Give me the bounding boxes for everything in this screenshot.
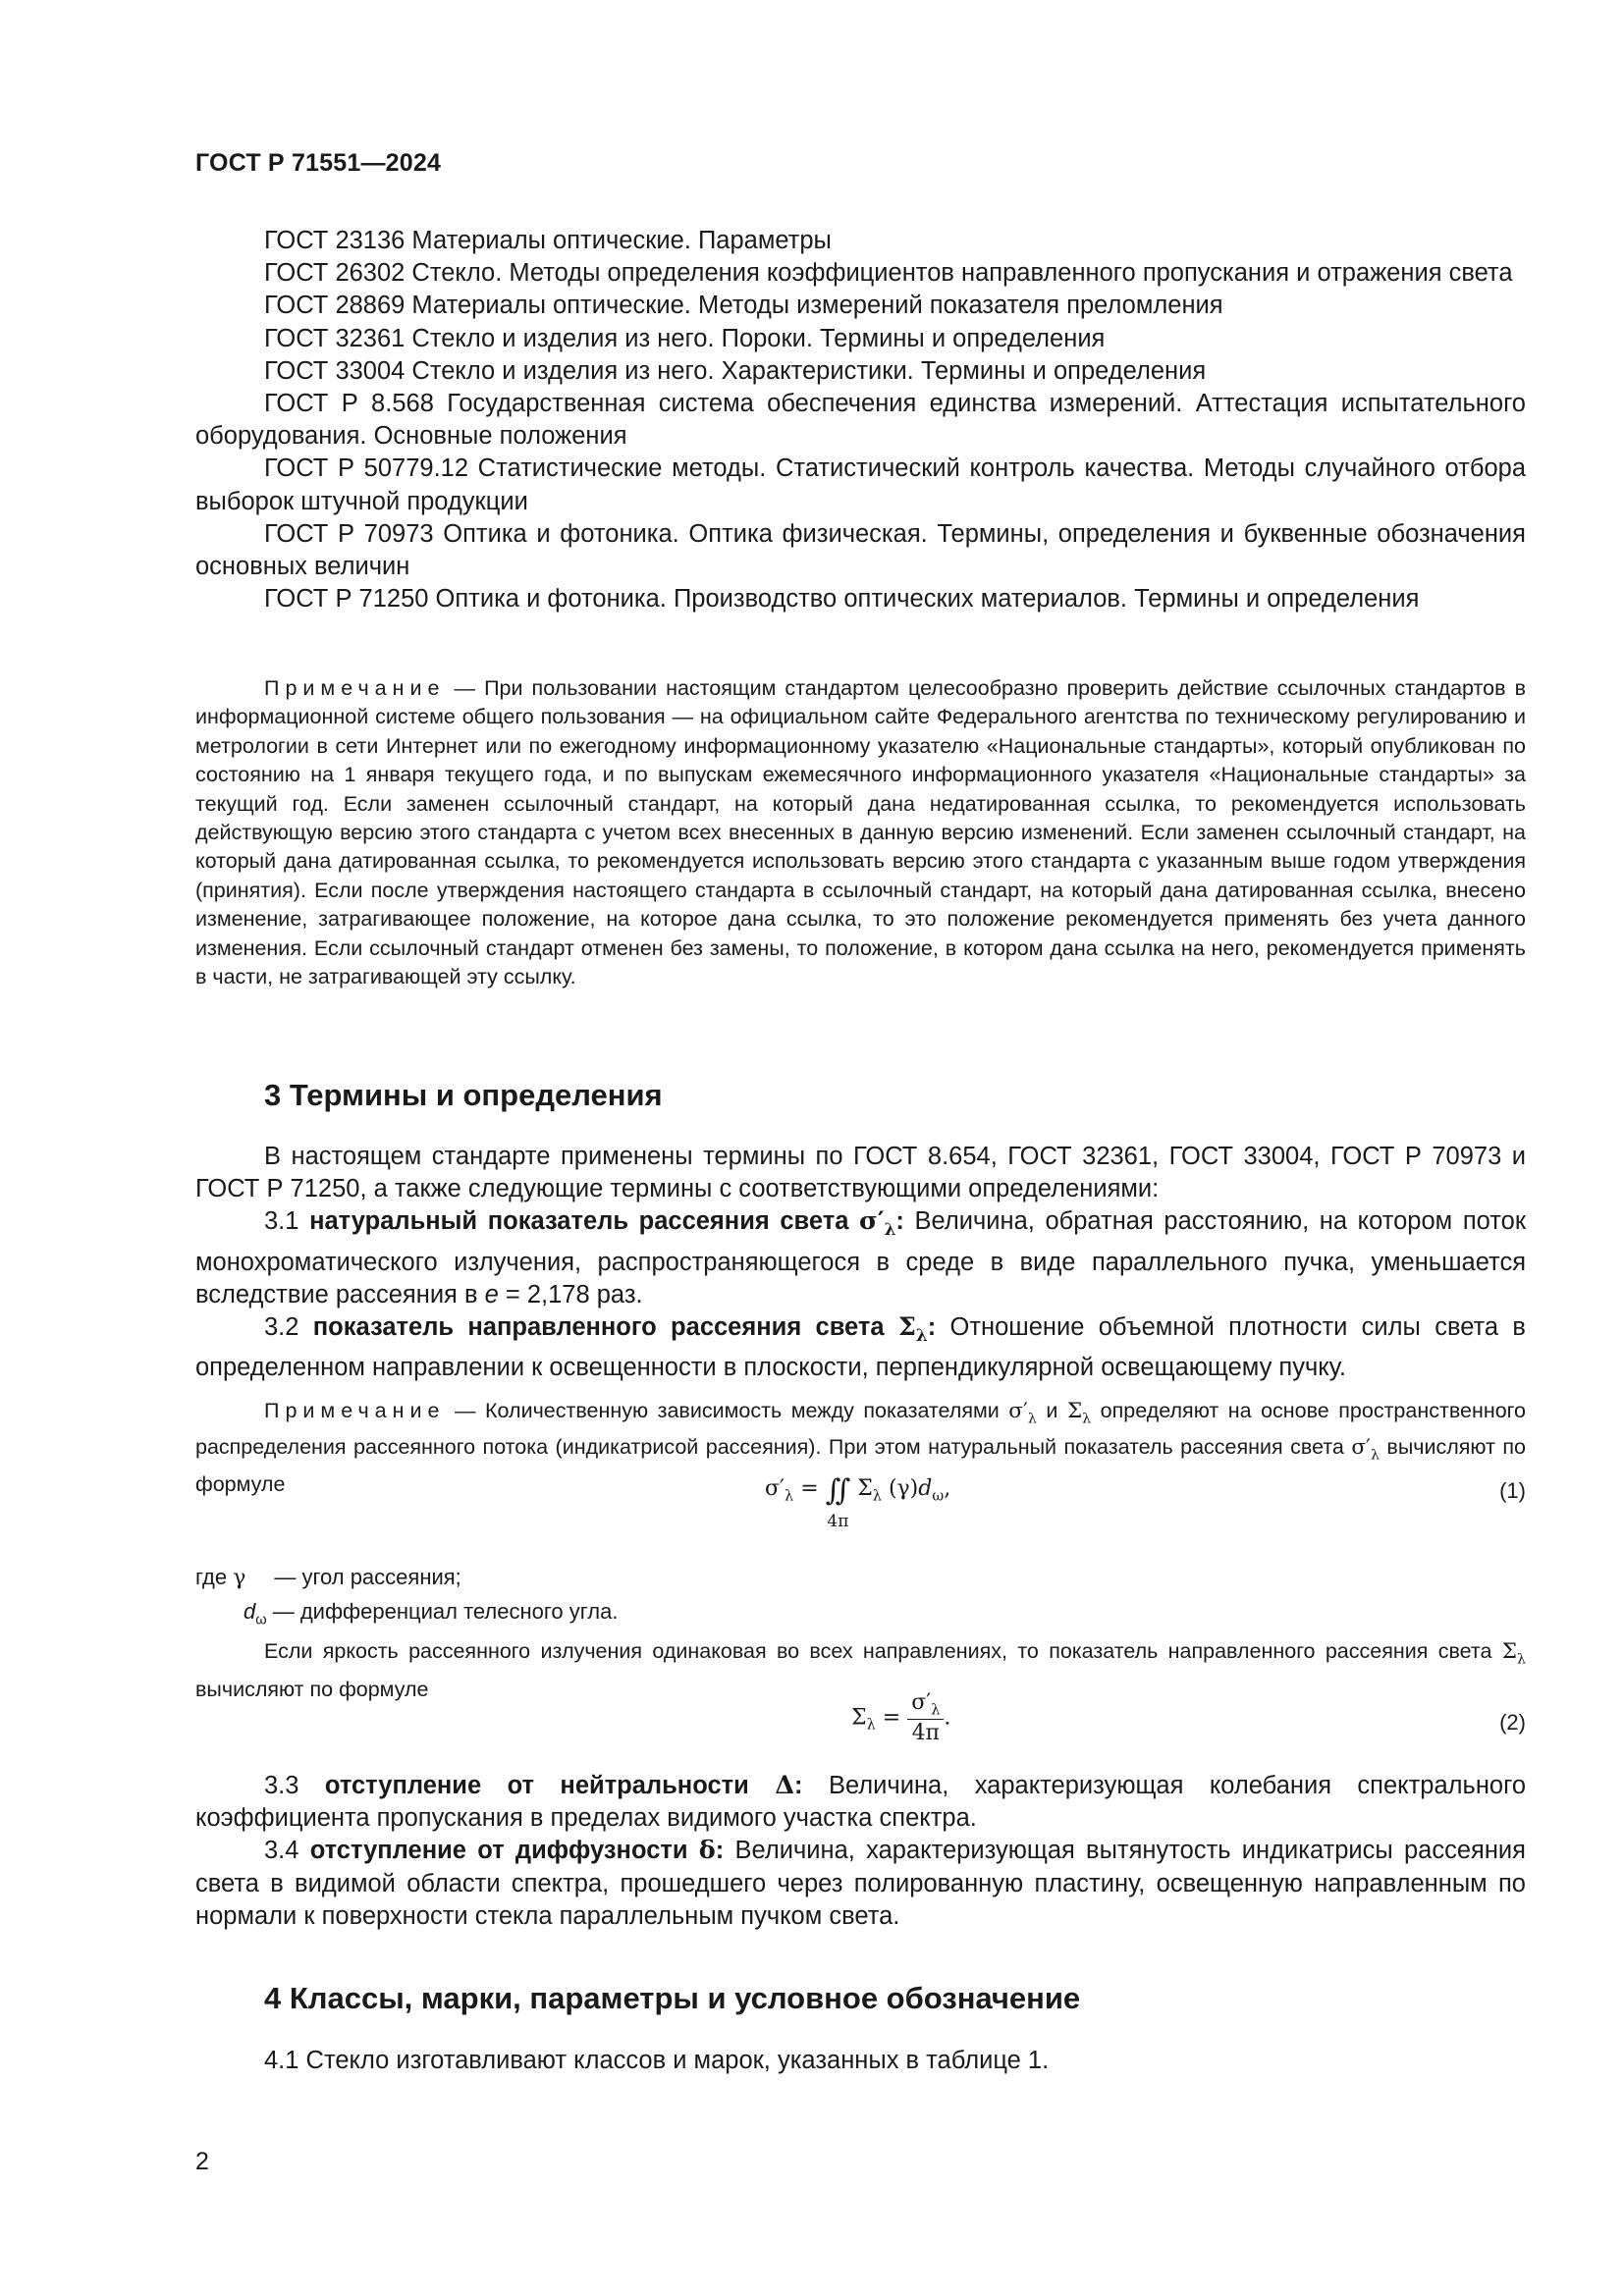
- formula-1: [195, 1474, 1526, 1543]
- formula-2-block: [195, 1690, 1526, 1759]
- note-text: — При пользовании настоящим стандартом целесообразно проверить действие ссылочных стандартов в информационной системе общего пользования — на официальном сайте Федерального агентства по техническому регулированию и метрологии в сети Интернет или по ежегодному информационному указателю «Национальные стандарты», который опубликован по состоянию на 1 января текущего года, и по выпускам ежемесячного информационного указателя «Национальные стандарты» за текущий год. Если заменен ссылочный стандарт, на который дана недатированная ссылка, то рекомендуется использовать действующую версию этого стандарта с учетом всех внесенных в данную версию изменений. Если заменен ссылочный стандарт, на который дана датированная ссылка, то рекомендуется использовать версию этого стандарта с указанным выше годом утверждения (принятия). Если после утверждения настоящего стандарта в ссылочный стандарт, на который дана датированная ссылка, внесено изменение, затрагивающее положение, на которое дана ссылка, то это положение рекомендуется применять без учета данного изменения. Если ссылочный стандарт отменен без замены, то положение, в котором дана ссылка на него, рекомендуется применять в части, не затрагивающей эту ссылку.: [195, 676, 1526, 989]
- section-4-body: [195, 2045, 1526, 2077]
- term-3-2-title: показатель направленного рассеяния света: [312, 1313, 898, 1342]
- formula-1-legend: [195, 1561, 1526, 1704]
- page-header-standard-number: ГОСТ Р 71551—2024: [195, 149, 442, 177]
- term-3-2-note: Примечание — Количественную зависимость между показателями $\sigma'_\lambda$ и $\Sigma_\lambda$ определяют на основе пространственного распределения рассеянного потока (индикатрисой рассеяния). При этом натуральный показатель рассеяния света $\sigma'_\lambda$ вычисляют по формуле: [195, 1398, 1527, 1497]
- reference-item: ГОСТ Р 71250 Оптика и фотоника. Производство оптических материалов. Термины и определения: [264, 585, 1420, 614]
- term-3-1-symbol: $\sigma'_\lambda$: [859, 1206, 896, 1240]
- section-3-intro: В настоящем стандарте применены термины по ГОСТ 8.654, ГОСТ 32361, ГОСТ 33004, ГОСТ Р 70973 и ГОСТ Р 71250, а также следующие термины с соответствующими определениями:: [195, 1143, 1526, 1203]
- formula-2-number: (2): [1499, 1710, 1526, 1735]
- term-3-4: 3.4 отступление от диффузности δ: Величина, характеризующая вытянутость индикатрисы рассеяния света в видимой области спектра, прошедшего через полированную пластину, освещенную направленным по нормали к поверхности стекла параллельным пучком света.: [195, 1836, 1526, 1930]
- section-4-heading-block: [195, 1981, 1526, 2016]
- reference-item: ГОСТ 33004 Стекло и изделия из него. Характеристики. Термины и определения: [264, 356, 1207, 385]
- isotropic-paragraph: Если яркость рассеянного излучения одинаковая во всех направлениях, то показатель направленного рассеяния света $\Sigma_\lambda$ вычисляют по формуле: [195, 1639, 1526, 1701]
- formula-1-block: [195, 1474, 1526, 1543]
- reference-item: ГОСТ 26302 Стекло. Методы определения коэффициентов направленного пропускания и отражения света: [264, 259, 1513, 288]
- page-number: 2: [195, 2148, 209, 2175]
- legend-domega: $d_\omega$ — дифференциал телесного угла.: [244, 1599, 619, 1629]
- formula-2-expression: $\Sigma_\lambda$ = $\frac{\sigma'_\lambda}{4\pi}$ .: [851, 1690, 951, 1746]
- legend-gamma: где γ — угол рассеяния;: [195, 1565, 461, 1590]
- reference-item: ГОСТ 23136 Материалы оптические. Параметры: [264, 227, 832, 254]
- references-note: [195, 674, 1526, 991]
- section-4-heading: 4 Классы, марки, параметры и условное обозначение: [264, 1981, 1081, 2015]
- section-3-body: [195, 1141, 1526, 1499]
- normative-references-list: [195, 225, 1526, 615]
- formula-2: [195, 1690, 1526, 1759]
- term-3-2: 3.2 показатель направленного рассеяния света $\Sigma_\lambda$: Отношение объемной плотности силы света в определенном направлении к освещенности в плоскости, перпендикулярной освещающему пучку.: [195, 1312, 1526, 1382]
- term-3-4-symbol: δ: [698, 1836, 716, 1866]
- formula-1-expression: $\sigma'_\lambda$ = ∬ 4π $\Sigma_\lambda$ $(\gamma)d_\omega$,: [765, 1473, 951, 1531]
- terms-3-3-3-4: [195, 1770, 1526, 1933]
- reference-item: ГОСТ 28869 Материалы оптические. Методы измерений показателя преломления: [264, 292, 1223, 320]
- note-label: Примечание: [264, 1398, 446, 1422]
- formula-1-number: (1): [1499, 1478, 1526, 1503]
- formula-2-fraction: $\frac{\sigma'_\lambda}{4\pi}$: [907, 1690, 944, 1745]
- term-3-3-title: отступление от нейтральности: [324, 1772, 776, 1799]
- term-3-1: 3.1 натуральный показатель рассеяния света $\sigma'_\lambda$: Величина, обратная расстоянию, на котором поток монохроматического излучения, распространяющегося в среде в виде параллельного пучка, уменьшается вследствие рассеяния в e = 2,178 раз.: [195, 1206, 1526, 1308]
- clause-4-1: 4.1 Стекло изготавливают классов и марок, указанных в таблице 1.: [264, 2047, 1050, 2074]
- section-3-heading: 3 Термины и определения: [264, 1078, 663, 1112]
- double-integral-symbol: ∬: [825, 1473, 851, 1508]
- term-3-1-title: натуральный показатель рассеяния света: [309, 1207, 860, 1236]
- reference-item: ГОСТ Р 8.568 Государственная система обеспечения единства измерений. Аттестация испытательного оборудования. Основные положения: [195, 390, 1526, 451]
- section-3-heading-block: [195, 1078, 1526, 1113]
- note-label: Примечание: [264, 676, 446, 700]
- term-3-2-symbol: $\Sigma_\lambda$: [897, 1312, 928, 1346]
- term-3-3: 3.3 отступление от нейтральности Δ: Величина, характеризующая колебания спектрального коэффициента пропускания в пределах видимого участка спектра.: [195, 1771, 1527, 1833]
- reference-item: ГОСТ Р 70973 Оптика и фотоника. Оптика физическая. Термины, определения и буквенные обозначения основных величин: [195, 519, 1526, 581]
- reference-item: ГОСТ 32361 Стекло и изделия из него. Пороки. Термины и определения: [264, 324, 1106, 352]
- term-3-3-symbol: Δ: [775, 1771, 795, 1800]
- term-3-4-title: отступление от диффузности: [309, 1837, 699, 1865]
- reference-item: ГОСТ Р 50779.12 Статистические методы. Статистический контроль качества. Методы случайного отбора выборок штучной продукции: [195, 454, 1526, 515]
